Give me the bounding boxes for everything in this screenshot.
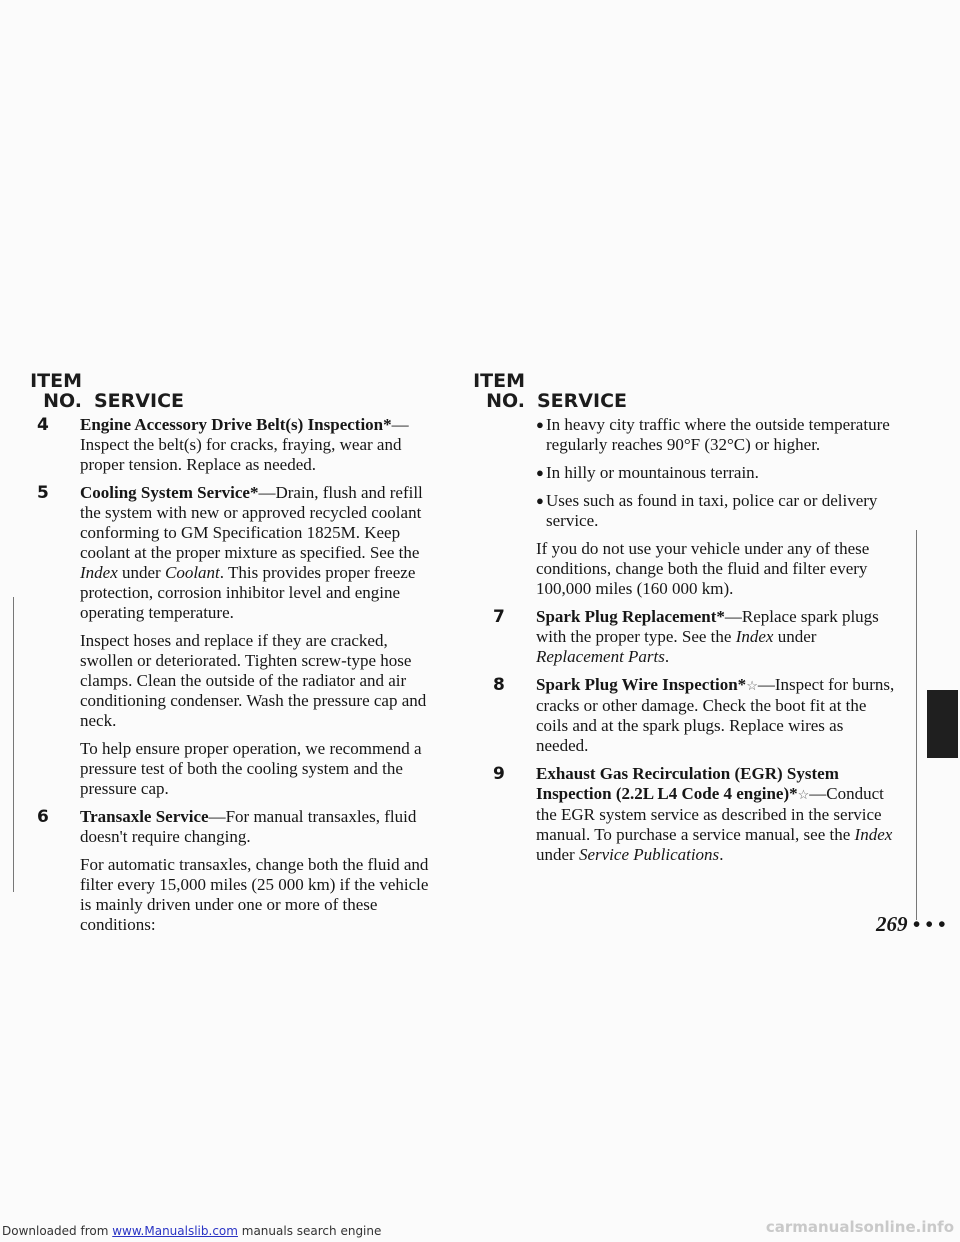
footer-suffix: manuals search engine [237, 1224, 382, 1238]
item-paragraph: For automatic transaxles, change both the fluid and filter every 15,000 miles (25 000 km) if the vehicle is mainly driven under one or more of these conditions: [80, 855, 429, 934]
item-text: —Drain, flush and refill the system with new or approved recycled coolant conforming to GM Specification 1825M. Keep coolant at the proper mixture as specified. See the [80, 483, 423, 562]
item-title: Exhaust Gas Recirculation (EGR) System Inspection (2.2L L4 Code 4 engine)* [536, 764, 839, 803]
item-text: under [117, 563, 165, 582]
index-ref: Index [735, 627, 774, 646]
right-column [493, 415, 898, 873]
item-title: Spark Plug Wire Inspection* [536, 675, 747, 694]
item-number: 4 [37, 415, 49, 435]
item-text: —For manual transaxles, fluid doesn't require changing. [80, 807, 417, 846]
item-number: 8 [493, 675, 505, 695]
item-number: 9 [493, 764, 505, 784]
index-ref: Index [854, 825, 893, 844]
item-number: 6 [37, 807, 49, 827]
page-number: 269 • • • [876, 912, 946, 936]
item-text: under [536, 845, 579, 864]
item-text: —Replace spark plugs with the proper type. See the [536, 607, 879, 646]
item-text: —Inspect for burns, cracks or other damage. Check the boot fit at the coils and at the spark plugs. Replace wires as needed. [536, 675, 895, 755]
section-tab [927, 690, 958, 758]
condition-bullet: ● In heavy city traffic where the outside temperature regularly reaches 90°F (32°C) or higher. [536, 415, 898, 455]
bullet-text: Uses such as found in taxi, police car or delivery service. [546, 491, 878, 530]
item-title: Cooling System Service* [80, 483, 259, 502]
no-header-right: NO. [486, 390, 525, 412]
item-text: . This provides proper freeze protection, corrosion inhibitor level and engine operating temperature. [80, 563, 416, 622]
right-margin-rule [916, 530, 917, 920]
service-item-4 [37, 415, 442, 475]
download-footer [2, 1224, 381, 1238]
item-text: —Conduct the EGR system service as described in the service manual. To purchase a service manual, see the [536, 784, 884, 844]
condition-bullet: ● In hilly or mountainous terrain. [536, 463, 759, 482]
item-title: Engine Accessory Drive Belt(s) Inspection* [80, 415, 392, 434]
coolant-ref: Coolant [164, 563, 220, 582]
service-item-7 [493, 607, 898, 667]
item-paragraph: Inspect hoses and replace if they are cracked, swollen or deteriorated. Tighten screw-type hose clamps. Clean the outside of the radiator and air conditioning condenser. Wash the pressure cap and neck. [80, 631, 427, 730]
item-header: ITEM [30, 370, 82, 392]
service-header-right: SERVICE [537, 390, 627, 412]
service-item-5 [37, 483, 442, 799]
service-item-6 [37, 807, 442, 935]
no-header: NO. [43, 390, 82, 412]
watermark: carmanualsonline.info [765, 1218, 954, 1236]
item-number: 7 [493, 607, 505, 627]
item-text: . [719, 845, 724, 864]
service-item-9 [493, 764, 898, 865]
footer-prefix: Downloaded from [2, 1224, 113, 1238]
item-title: Transaxle Service [80, 807, 209, 826]
item-paragraph: To help ensure proper operation, we recommend a pressure test of both the cooling system and the pressure cap. [80, 739, 422, 798]
item-text: Inspect the belt(s) for cracks, fraying, wear and proper tension. Replace as needed. [80, 435, 402, 474]
left-column [37, 415, 442, 943]
index-ref: Index [80, 563, 118, 582]
star-icon: ☆ [797, 787, 810, 802]
item-number: 5 [37, 483, 49, 503]
condition-bullet: ● Uses such as found in taxi, police car or delivery service. [536, 491, 898, 531]
item-text: under [773, 627, 817, 646]
item-title: Spark Plug Replacement* [536, 607, 725, 626]
left-margin-rule [13, 597, 14, 892]
item-dash: — [391, 415, 409, 434]
item-header-right: ITEM [473, 370, 525, 392]
item-text: . [664, 647, 670, 666]
bullet-text: In heavy city traffic where the outside temperature regularly reaches 90°F (32°C) or higher. [546, 415, 890, 454]
service-publications-ref: Service Publications [578, 845, 720, 864]
replacement-parts-ref: Replacement Parts [536, 647, 665, 666]
service-item-8 [493, 675, 898, 756]
condition-note: If you do not use your vehicle under any of these conditions, change both the fluid and filter every 100,000 miles (160 000 km). [536, 539, 870, 598]
service-header: SERVICE [94, 390, 184, 412]
star-icon: ☆ [746, 678, 758, 693]
manualslib-link[interactable]: www.Manualslib.com [112, 1224, 238, 1238]
bullet-text: In hilly or mountainous terrain. [546, 463, 759, 482]
